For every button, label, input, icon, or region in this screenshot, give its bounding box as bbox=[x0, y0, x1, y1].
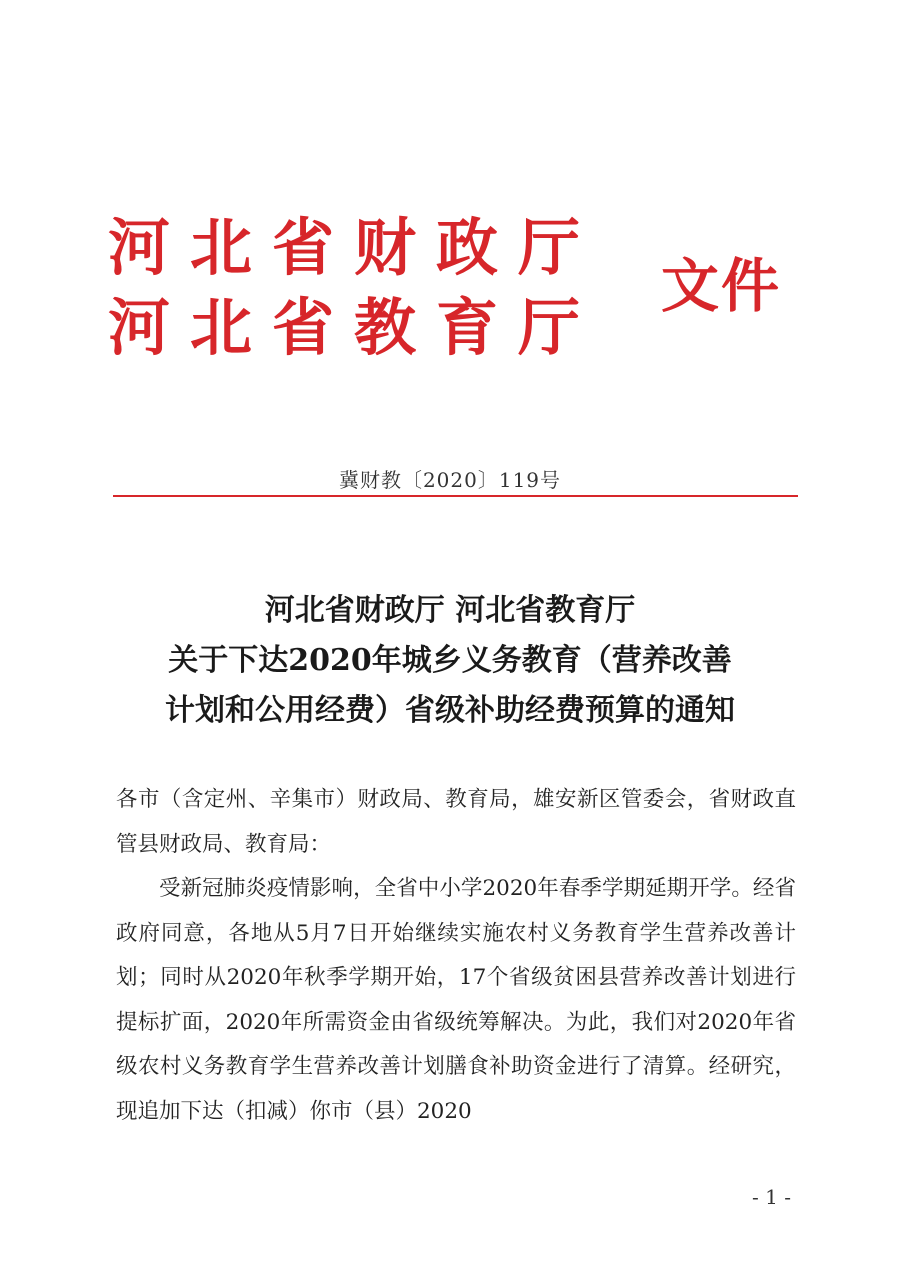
page-number: - 1 - bbox=[752, 1185, 791, 1209]
document-body bbox=[116, 778, 796, 1134]
salutation: 各市（含定州、辛集市）财政局、教育局，雄安新区管委会，省财政直管县财政局、教育局： bbox=[116, 787, 796, 857]
document-number: 冀财教〔2020〕119号 bbox=[338, 468, 562, 492]
document-suffix: 文件 bbox=[661, 252, 782, 320]
issuing-agency-finance: 河北省财政厅 bbox=[108, 211, 601, 284]
document-header bbox=[108, 205, 808, 375]
document-title bbox=[0, 586, 900, 736]
issuing-agency-education: 河北省教育厅 bbox=[108, 291, 601, 364]
body-paragraph: 受新冠肺炎疫情影响，全省中小学2020年春季学期延期开学。经省政府同意，各地从5月7日开始继续实施农村义务教育学生营养改善计划；同时从2020年秋季学期开始，17个省级贫困县营养改善计划进行提标扩面，2020年所需资金由省级统筹解决。为此，我们对2020年省级农村义务教育学生营养改善计划膳食补助资金进行了清算。经研究，现追加下达（扣减）你市（县）2020 bbox=[116, 876, 796, 1124]
red-separator-line bbox=[113, 495, 798, 497]
title-line-3: 计划和公用经费）省级补助经费预算的通知 bbox=[165, 693, 735, 728]
title-line-1: 河北省财政厅 河北省教育厅 bbox=[264, 593, 636, 628]
title-line-2: 关于下达2020年城乡义务教育（营养改善 bbox=[168, 643, 732, 678]
